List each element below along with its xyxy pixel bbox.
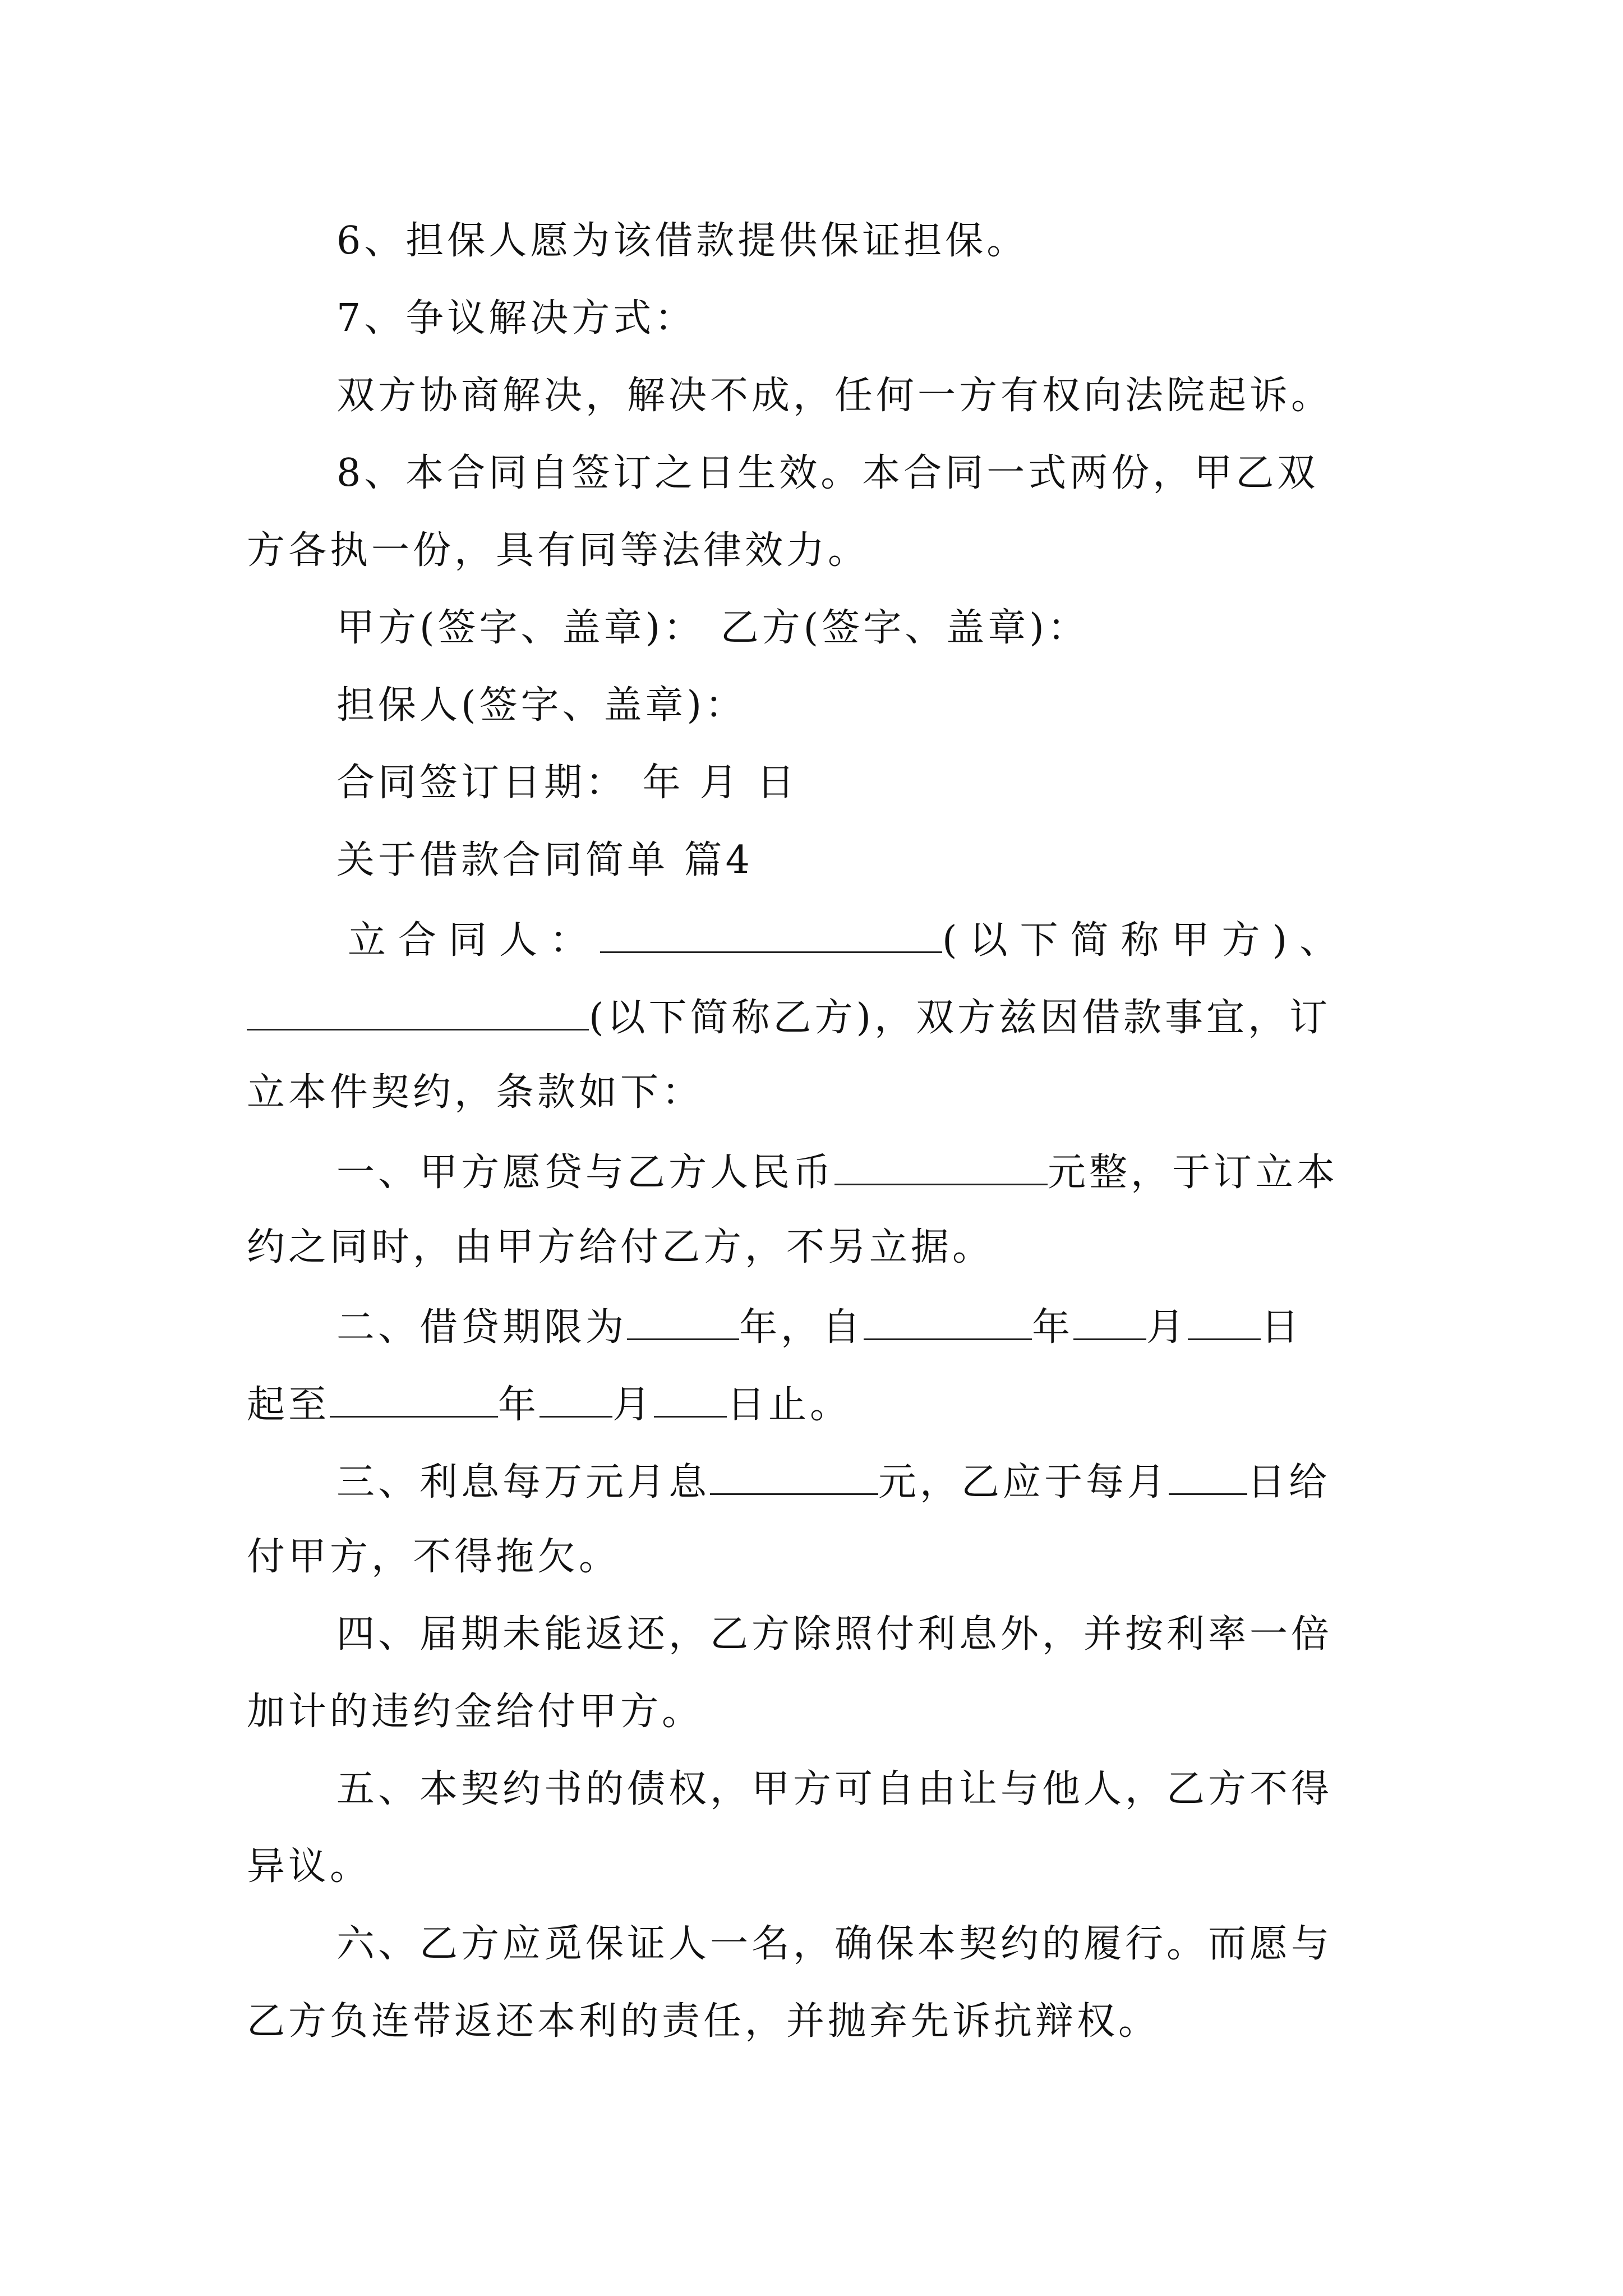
clause-2-text-c: 年 [1032, 1305, 1074, 1350]
clause-1-line1 [336, 1151, 1339, 1195]
clause-3-text-b: 元，乙应于每月 [878, 1460, 1169, 1504]
signature-party-a-b: 甲方(签字、盖章)： 乙方(签字、盖章)： [336, 606, 1089, 650]
payment-day-blank [1169, 1461, 1247, 1495]
contract-parties-line1 [348, 918, 1350, 963]
monthly-interest-blank [710, 1461, 878, 1495]
clause-2-line1 [336, 1305, 1303, 1350]
clause-6-line2: 乙方负连带返还本利的责任，并抛弃先诉抗辩权。 [247, 1999, 1160, 2044]
clause-2-text-d: 月 [1146, 1305, 1188, 1350]
clause-5-line1: 五、本契约书的债权，甲方可自由让与他人，乙方不得 [336, 1767, 1333, 1811]
party-a-blank [600, 919, 942, 953]
dispute-resolution-text: 双方协商解决，解决不成，任何一方有权向法院起诉。 [336, 374, 1333, 418]
clause-2-text-b: 年，自 [739, 1305, 864, 1350]
clause-4-line1: 四、届期未能返还，乙方除照付利息外，并按利率一倍 [336, 1612, 1333, 1657]
party-label: 立合同人： [348, 918, 601, 963]
contract-parties-line2 [247, 996, 1331, 1040]
signature-guarantor: 担保人(签字、盖章)： [336, 683, 747, 728]
contract-intro-end: 立本件契约，条款如下： [247, 1070, 704, 1115]
section-heading-contract-4: 关于借款合同简单 篇4 [336, 838, 753, 882]
end-year-blank [330, 1383, 498, 1418]
contract-sign-date: 合同签订日期： 年 月 日 [336, 761, 798, 805]
clause-3-text-c: 日给 [1247, 1460, 1331, 1504]
clause-3-line2: 付甲方，不得拖欠。 [247, 1535, 621, 1579]
clause-1-text-a: 一、甲方愿贷与乙方人民币 [336, 1151, 835, 1195]
clause-4-line2: 加计的违约金给付甲方。 [247, 1690, 704, 1734]
clause-2-text-h: 月 [612, 1383, 654, 1427]
clause-5-line2: 异议。 [247, 1844, 372, 1889]
loan-amount-blank [834, 1151, 1048, 1185]
clause-6-guarantor: 6、担保人愿为该借款提供保证担保。 [336, 219, 1029, 263]
term-years-blank [627, 1306, 739, 1340]
end-day-blank [654, 1383, 727, 1418]
start-month-blank [1073, 1306, 1146, 1340]
party-b-blank [247, 996, 589, 1030]
clause-2-line2 [247, 1383, 852, 1427]
clause-2-text-f: 起至 [247, 1383, 330, 1427]
clause-8-effect-line2: 方各执一份，具有同等法律效力。 [247, 528, 870, 573]
clause-3-line1 [336, 1461, 1330, 1502]
clause-1-text-b: 元整，于订立本 [1048, 1151, 1339, 1195]
party-b-suffix: (以下简称乙方)，双方兹因借款事宜，订 [589, 996, 1331, 1040]
clause-1-line2: 约之同时，由甲方给付乙方，不另立据。 [247, 1225, 994, 1269]
party-a-suffix: (以下简称甲方)、 [942, 918, 1350, 963]
clause-2-text-a: 二、借贷期限为 [336, 1305, 628, 1350]
clause-3-text-a: 三、利息每万元月息 [336, 1460, 711, 1504]
clause-2-text-e: 日 [1261, 1305, 1303, 1350]
clause-2-text-i: 日止。 [727, 1383, 852, 1427]
start-day-blank [1188, 1306, 1261, 1340]
clause-8-effect-line1: 8、本合同自签订之日生效。本合同一式两份，甲乙双 [336, 451, 1319, 495]
start-year-blank [864, 1306, 1032, 1340]
clause-2-text-g: 年 [498, 1383, 540, 1427]
clause-7-dispute: 7、争议解决方式： [336, 296, 697, 341]
end-month-blank [540, 1383, 612, 1418]
clause-6-line1: 六、乙方应觅保证人一名，确保本契约的履行。而愿与 [336, 1922, 1333, 1966]
